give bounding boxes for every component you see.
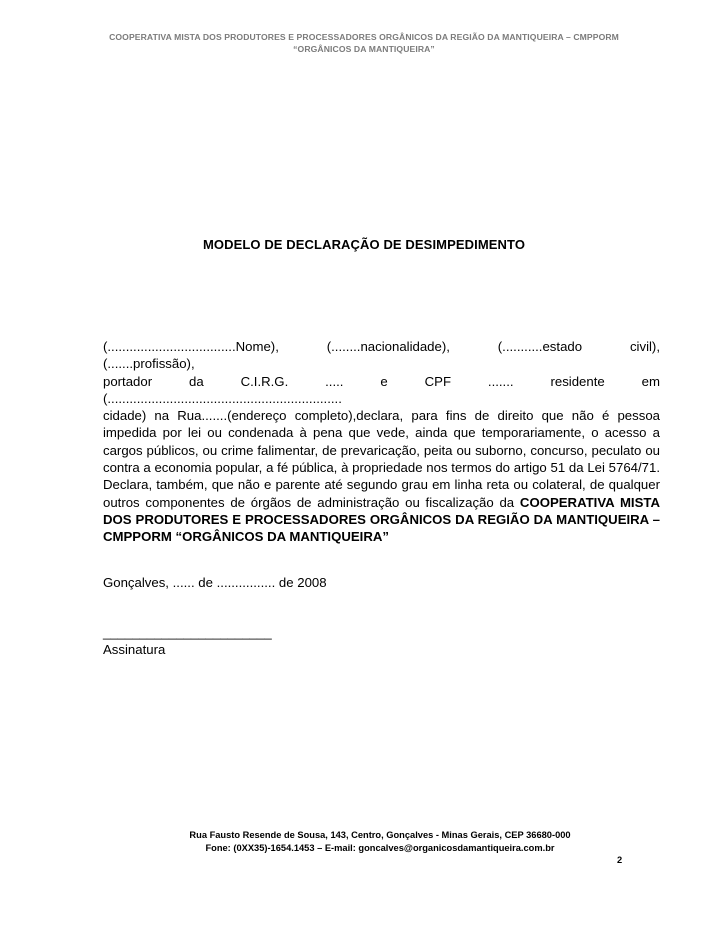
word: .....	[325, 373, 344, 389]
date-line: Gonçalves, ...... de ................ de 2008	[103, 575, 327, 590]
header-organization: COOPERATIVA MISTA DOS PRODUTORES E PROCESSADORES ORGÂNICOS DA REGIÃO DA MANTIQUEIRA – CMPPORM	[109, 32, 619, 42]
word: portador	[103, 373, 153, 389]
word: .......	[487, 373, 514, 389]
nationality-field: (........nacionalidade),	[326, 339, 450, 354]
marital-status-suffix: civil),	[629, 339, 660, 354]
marital-status-field: (...........estado	[497, 339, 583, 354]
page-number: 2	[617, 855, 623, 865]
document-title: MODELO DE DECLARAÇÃO DE DESIMPEDIMENTO	[202, 237, 526, 252]
name-field: (...................................Nome),	[103, 339, 279, 354]
word: em	[641, 373, 660, 389]
footer-contact: Fone: (0XX35)-1654.1453 – E-mail: goncalves@organicosdamantiqueira.com.br	[205, 842, 555, 853]
word: residente	[550, 373, 605, 389]
header-organization-subtitle: “ORGÂNICOS DA MANTIQUEIRA”	[293, 44, 435, 54]
word: da	[189, 373, 204, 389]
declaration-line-3	[103, 373, 660, 390]
footer-address: Rua Fausto Resende de Sousa, 143, Centro, Gonçalves - Minas Gerais, CEP 36680-000	[189, 830, 571, 840]
page-header	[0, 31, 728, 55]
signature-block	[103, 624, 272, 658]
word: C.I.R.G.	[240, 373, 289, 389]
declaration-paragraph	[103, 407, 660, 545]
organization-name: COOPERATIVA MISTA DOS PRODUTORES E PROCESSADORES ORGÂNICOS DA REGIÃO DA MANTIQUEIRA – CMPPORM “ORGÂNICOS DA MANTIQUEIRA”	[103, 494, 660, 545]
city-field: (................................................................	[103, 390, 342, 406]
declaration-body	[103, 338, 660, 546]
profession-field: (.......profissão),	[103, 356, 195, 372]
word: e	[380, 373, 388, 389]
declaration-line-1	[103, 338, 660, 355]
signature-label: Assinatura	[103, 642, 166, 657]
signature-line: _______________________	[103, 625, 272, 640]
word: CPF	[424, 373, 451, 389]
declaration-text: cidade) na Rua.......(endereço completo),declara, para fins de direito que não é pessoa impedida por lei ou condenada à pena que vede, ainda que temporariamente, o acesso a cargos públicos, ou crime falimentar, de prevaricação, peita ou suborno, concurso, peculato ou contra a economia popular, a fé pública, à propriedade nos termos do artigo 51 da Lei 5764/71. Declara, também, que não e parente até segundo grau em linha reta ou colateral, de qualquer outros componentes de órgãos de administração ou fiscalização da	[103, 408, 660, 510]
page-footer	[0, 829, 728, 854]
